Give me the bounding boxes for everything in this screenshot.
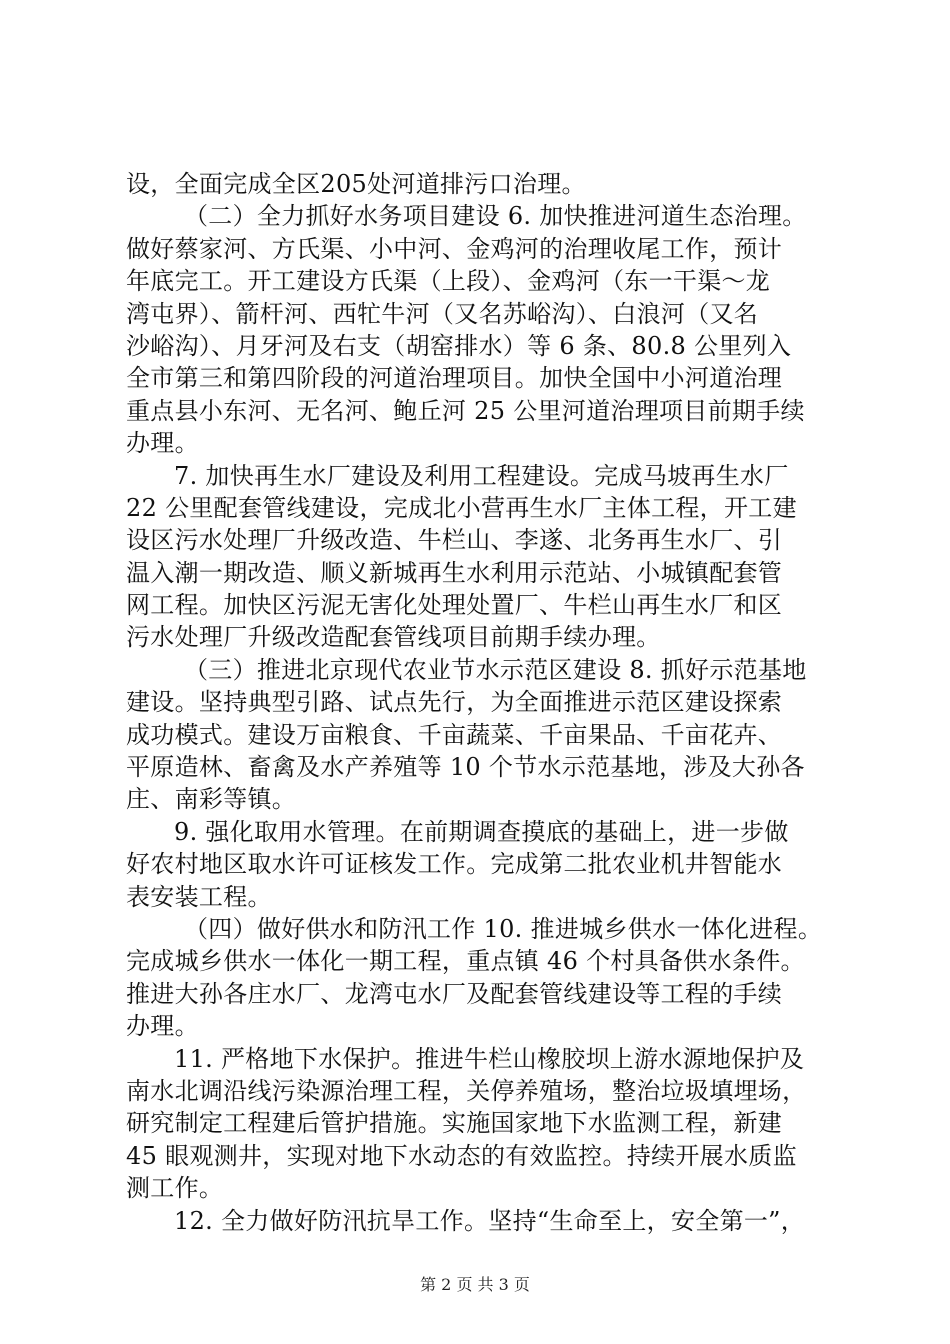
page-number-footer: 第 2 页 共 3 页 [420,1275,530,1294]
text-line: 测工作。 [126,1174,224,1203]
text-line: 22 公里配套管线建设，完成北小营再生水厂主体工程，开工建 [126,493,797,522]
text-line: 好农村地区取水许可证核发工作。完成第二批农业机井智能水 [126,850,783,879]
text-line: 湾屯界）、箭杆河、西牤牛河（又名苏峪沟）、白浪河（又名 [126,299,759,328]
text-line: 全市第三和第四阶段的河道治理项目。加快全国中小河道治理 [126,364,783,393]
text-line: 办理。 [126,1012,199,1041]
text-line: 污水处理厂升级改造配套管线项目前期手续办理。 [126,623,661,652]
paragraph-item-11: 11. 严格地下水保护。推进牛栏山橡胶坝上游水源地保护及 [174,1044,805,1073]
text-line: 做好蔡家河、方氏渠、小中河、金鸡河的治理收尾工作，预计 [126,234,783,263]
text-line: 平原造林、畜禽及水产养殖等 10 个节水示范基地，涉及大孙各 [126,753,805,782]
text-line: 庄、南彩等镇。 [126,785,297,814]
paragraph-item-7: 7. 加快再生水厂建设及利用工程建设。完成马坡再生水厂 [174,461,789,490]
text-line: 重点县小东河、无名河、鲍丘河 25 公里河道治理项目前期手续 [126,396,805,425]
text-line: 完成城乡供水一体化一期工程，重点镇 46 个村具备供水条件。 [126,947,805,976]
text-line: 成功模式。建设万亩粮食、千亩蔬菜、千亩果品、千亩花卉、 [126,720,783,749]
text-line: 设区污水处理厂升级改造、牛栏山、李遂、北务再生水厂、引 [126,526,783,555]
text-line: 研究制定工程建后管护措施。实施国家地下水监测工程，新建 [126,1109,783,1138]
text-line: 网工程。加快区污泥无害化处理处置厂、牛栏山再生水厂和区 [126,591,783,620]
section-heading-4: （四）做好供水和防汛工作 10. 推进城乡供水一体化进程。 [184,914,823,943]
text-line: 表安装工程。 [126,882,272,911]
text-line: 沙峪沟）、月牙河及右支（胡窑排水）等 6 条、80.8 公里列入 [126,331,792,360]
text-line: 45 眼观测井，实现对地下水动态的有效监控。持续开展水质监 [126,1141,797,1170]
text-line: 年底完工。开工建设方氏渠（上段）、金鸡河（东一干渠～龙 [126,267,771,296]
text-line: 南水北调沿线污染源治理工程，关停养殖场，整治垃圾填埋场， [126,1076,807,1105]
section-heading-3: （三）推进北京现代农业节水示范区建设 8. 抓好示范基地 [184,655,807,684]
text-line: 建设。坚持典型引路、试点先行，为全面推进示范区建设探索 [126,688,783,717]
text-line: 温入潮一期改造、顺义新城再生水利用示范站、小城镇配套管 [126,558,783,587]
section-heading-2: （二）全力抓好水务项目建设 6. 加快推进河道生态治理。 [184,202,807,231]
paragraph-item-9: 9. 强化取用水管理。在前期调查摸底的基础上，进一步做 [174,817,789,846]
text-line: 办理。 [126,429,199,458]
document-body [126,168,834,1237]
text-line: 设，全面完成全区205处河道排污口治理。 [126,170,586,198]
paragraph-item-12: 12. 全力做好防汛抗旱工作。坚持“生命至上，安全第一”， [174,1206,806,1235]
text-line: 推进大孙各庄水厂、龙湾屯水厂及配套管线建设等工程的手续 [126,979,783,1008]
